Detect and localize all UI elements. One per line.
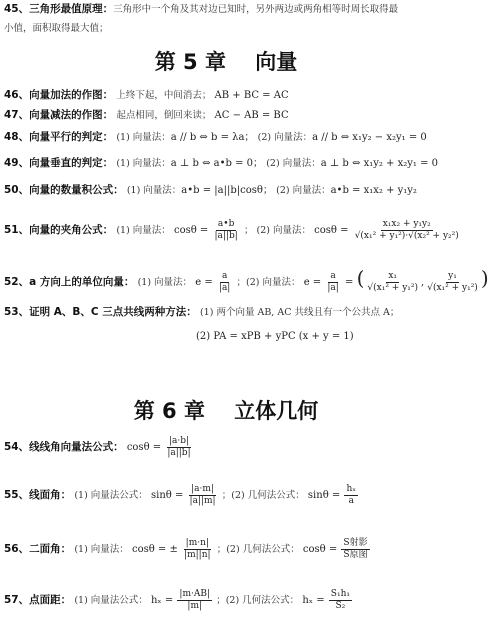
item-number: 49、	[4, 157, 30, 169]
denominator: a	[348, 496, 354, 506]
denominator: √(x₁² + y₁²)	[367, 283, 419, 293]
item-number: 47、	[4, 109, 30, 121]
part-2-label: ；(2) 几何法公式：	[221, 490, 305, 501]
formula-1: a // b ⇔ b = λa；	[170, 132, 255, 143]
lhs-2: e =	[303, 277, 322, 288]
item-text: 三角形中一个角及其对边已知时，另外两边或两角相等时周长取得最	[113, 4, 399, 15]
item-title: 线面角：	[29, 489, 72, 501]
item-48	[4, 130, 427, 145]
numerator: a	[330, 271, 336, 281]
part-2-label: ；(2) 向量法：	[236, 277, 301, 288]
fraction-2	[325, 271, 340, 294]
item-45-cont	[4, 22, 109, 36]
part-1-label: (1) 向量法：	[116, 158, 171, 169]
item-title: 向量减法的作图：	[29, 109, 114, 121]
denominator: |m|	[187, 601, 203, 611]
item-title: 点面距：	[29, 594, 72, 606]
part-1-label: (1) 向量法：	[137, 277, 193, 288]
equals-sign: =	[345, 277, 354, 288]
lhs-1: sinθ =	[150, 490, 184, 501]
part-2-text: (2) PA = xPB + yPC (x + y = 1)	[196, 331, 354, 342]
numerator: a	[221, 271, 228, 281]
formula: AC − AB = BC	[214, 110, 289, 121]
part-1-label: (1) 向量法公式：	[74, 490, 148, 501]
fraction-1	[182, 538, 212, 561]
lhs-1: cosθ = ±	[131, 544, 178, 555]
numerator: |m·n|	[185, 538, 209, 548]
item-47	[4, 108, 289, 123]
numerator: |a·m|	[191, 484, 214, 494]
fraction	[165, 436, 192, 459]
item-number: 45、	[4, 3, 30, 15]
numerator: S射影	[343, 538, 368, 548]
item-54	[4, 432, 194, 463]
denominator: |a||b|	[214, 231, 238, 241]
formula-2: a // b ⇔ x₁y₂ − x₂y₁ = 0	[312, 132, 427, 143]
part-1-label: (1) 向量法：	[126, 185, 182, 196]
fraction-2	[341, 538, 369, 561]
item-53	[4, 305, 399, 320]
numerator: a•b	[217, 219, 235, 229]
item-55	[4, 480, 359, 511]
numerator: x₁x₂ + y₁y₂	[382, 219, 431, 229]
part-2-label: (2) 向量法：	[266, 158, 321, 169]
lhs-2: cosθ =	[314, 225, 349, 236]
part-1-label: (1) 向量法：	[116, 225, 171, 236]
formula-1: a ⊥ b ⇔ a•b = 0；	[170, 158, 264, 169]
formula-2: a ⊥ b ⇔ x₁y₂ + x₂y₁ = 0	[320, 158, 439, 169]
part-1-text: (1) 两个向量 AB, AC 共线且有一个公共点 A；	[199, 307, 400, 318]
lhs: cosθ =	[126, 442, 162, 453]
denominator: |a||b|	[167, 448, 191, 458]
part-1-label: (1) 向量法：	[116, 132, 171, 143]
lhs-2: cosθ =	[302, 544, 338, 555]
formula: AB + BC = AC	[214, 90, 289, 101]
denominator: |a|	[218, 283, 231, 293]
item-text: 小值，面积取得最大值；	[4, 23, 109, 34]
item-49	[4, 156, 438, 171]
item-title: 向量加法的作图：	[29, 89, 114, 101]
chapter-5-title: 第 5 章 向量	[154, 50, 298, 74]
part-2-label: (2) 向量法：	[257, 132, 313, 143]
part-2-label: (2) 向量法：	[276, 185, 331, 196]
item-title: 证明 A、B、C 三点共线两种方法：	[29, 306, 197, 318]
item-title: 二面角：	[29, 543, 72, 555]
item-title: 向量垂直的判定：	[29, 157, 114, 169]
fraction-2	[329, 589, 352, 612]
numerator: y₁	[448, 271, 457, 281]
numerator: |a·b|	[168, 436, 189, 446]
lhs-1: cosθ =	[173, 225, 209, 236]
chapter-6-title: 第 6 章 立体几何	[133, 399, 319, 423]
part-2-label: ；(2) 几何法公式：	[216, 595, 300, 606]
item-number: 50、	[4, 184, 30, 196]
denominator: S₂	[335, 601, 346, 611]
denominator: |a|	[327, 283, 339, 293]
fraction-1	[213, 219, 240, 242]
item-title: 线线角向量法公式：	[29, 441, 124, 453]
item-56	[4, 534, 371, 565]
fraction-x	[365, 271, 420, 294]
numerator: S₁h₁	[330, 589, 350, 599]
item-title: 向量的数量积公式：	[29, 184, 124, 196]
item-number: 56、	[4, 543, 30, 555]
item-title: a 方向上的单位向量：	[29, 276, 135, 288]
denominator: |a||m|	[189, 496, 216, 506]
numerator: hₓ	[346, 484, 357, 494]
fraction-1	[217, 271, 232, 294]
item-number: 53、	[4, 306, 30, 318]
item-number: 52、	[4, 276, 30, 288]
item-46	[4, 88, 289, 103]
item-51	[4, 215, 462, 246]
item-number: 55、	[4, 489, 30, 501]
part-2-label: ；(2) 几何法公式：	[216, 544, 300, 555]
part-1-label: (1) 向量法：	[74, 544, 129, 555]
denominator: |m||n|	[184, 550, 211, 560]
item-45	[4, 2, 398, 17]
formula-1: a•b = |a||b|cosθ；	[181, 185, 273, 196]
lhs-2: sinθ =	[307, 490, 341, 501]
formula-2: a•b = x₁x₂ + y₁y₂	[330, 185, 417, 196]
item-text: 上终下起，中间消去；	[116, 90, 212, 101]
item-number: 46、	[4, 89, 30, 101]
item-title: 三角形最值原理：	[29, 3, 114, 15]
numerator: |m·AB|	[179, 589, 210, 599]
item-50	[4, 183, 417, 198]
denominator: √(x₁² + y₁²)·√(x₂² + y₂²)	[354, 231, 459, 241]
lhs-1: e =	[195, 277, 213, 288]
item-number: 51、	[4, 224, 30, 236]
item-title: 向量的夹角公式：	[29, 224, 114, 236]
part-1-label: (1) 向量法公式：	[74, 595, 148, 606]
fraction-1	[188, 484, 218, 507]
numerator: x₁	[388, 271, 398, 281]
item-57	[4, 585, 353, 616]
item-number: 48、	[4, 131, 30, 143]
item-number: 54、	[4, 441, 30, 453]
fraction-2	[353, 219, 461, 242]
fraction-1	[177, 589, 212, 612]
item-53-part-2	[196, 330, 354, 344]
fraction-y	[425, 271, 480, 294]
denominator: √(x₁² + y₁²)	[427, 283, 478, 293]
denominator: S原图	[343, 550, 368, 560]
item-text: 起点相同，倒回来读；	[116, 110, 212, 121]
part-2-label: ； (2) 向量法：	[243, 225, 311, 236]
lhs-1: hₓ =	[150, 595, 174, 606]
item-title: 向量平行的判定：	[29, 131, 114, 143]
fraction-2	[344, 484, 358, 507]
item-number: 57、	[4, 594, 30, 606]
item-52: 52、a 方向上的单位向量： (1) 向量法： e = $\frac{a}{|a|}$ ；(2) 向量法： e = $\frac{a}{|a|}$ = ( $\frac{\text{x₁}}{\text{√(x₁² + y₁²)}}$ , $\frac{\text{y₁}}{\text{√(x₁² + y₁²)}}$ )	[4, 266, 489, 293]
lhs-2: hₓ =	[302, 595, 325, 606]
